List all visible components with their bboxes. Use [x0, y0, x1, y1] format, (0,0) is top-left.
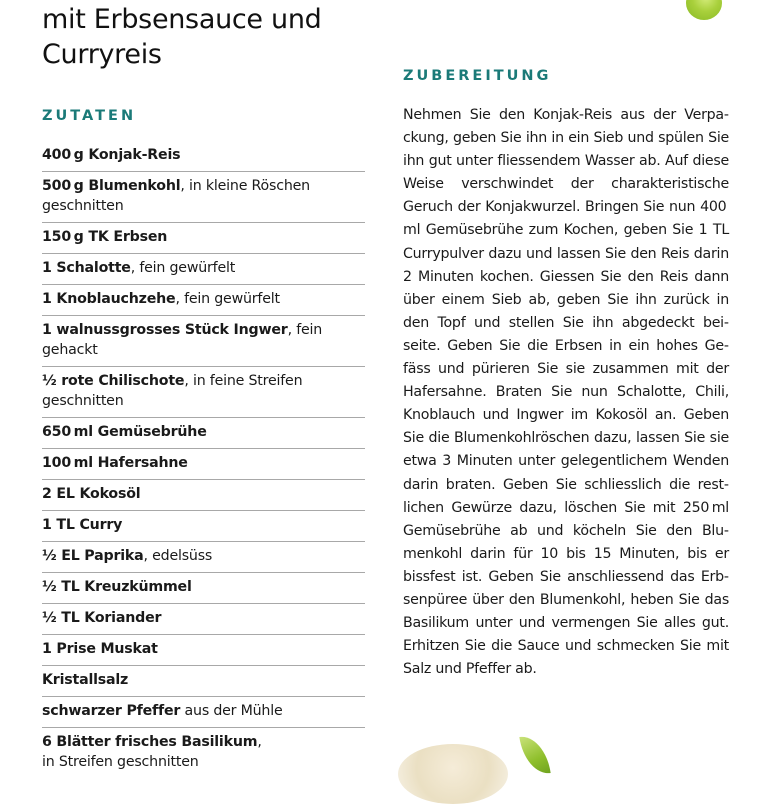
ingredient-item — [42, 635, 365, 666]
ingredient-item — [42, 316, 365, 367]
basil-leaf-image — [519, 733, 550, 776]
ingredient-quantity-name: 1 TL Curry — [42, 517, 123, 533]
ingredient-quantity-name: 1 Knoblauchzehe — [42, 291, 176, 307]
ingredient-item — [42, 223, 365, 254]
ingredient-preparation: , fein gehackt — [42, 322, 323, 358]
ingredient-item — [42, 573, 365, 604]
ingredient-preparation: , fein gewürfelt — [175, 291, 280, 307]
ingredient-preparation: , in kleine Röschen geschnitten — [42, 178, 310, 214]
pea-image — [686, 0, 722, 20]
recipe-title-line-1: mit Erbsensauce und — [42, 4, 322, 35]
ingredient-quantity-name: ½ TL Koriander — [42, 610, 162, 626]
recipe-title — [42, 2, 382, 72]
ingredient-preparation: , in feine Streifen geschnitten — [42, 373, 303, 409]
ingredient-item — [42, 697, 365, 728]
ingredient-quantity-name: ½ rote Chilischote — [42, 373, 185, 389]
ingredient-item — [42, 728, 365, 778]
cauliflower-image — [398, 744, 508, 804]
ingredient-item — [42, 542, 365, 573]
ingredient-quantity-name: 1 Schalotte — [42, 260, 131, 276]
ingredient-quantity-name: 400 g Konjak-Reis — [42, 147, 181, 163]
ingredient-quantity-name: 1 walnussgrosses Stück Ingwer — [42, 322, 288, 338]
instructions-text: Nehmen Sie den Konjak-Reis aus der Verpackung, geben Sie ihn in ein Sieb und spülen Sie ihn gut unter fliessendem Wasser ab. Auf diese Weise verschwindet der charakteristische Geruch der Konjakwurzel. Bringen Sie nun 400 ml Gemüsebrühe zum Kochen, geben Sie 1 TL Currypulver dazu und lassen Sie den Reis darin 2 Minuten kochen. Giessen Sie den Reis dann über einem Sieb ab, geben Sie ihn zurück in den Topf und stellen Sie ihn abgedeckt beiseite. Geben Sie die Erbsen in ein hohes Gefäss und pürieren Sie sie zusammen mit der Hafersahne. Braten Sie nun Schalotte, Chili, Knoblauch und Ingwer im Kokosöl an. Geben Sie die Blumenkohlröschen dazu, lassen Sie sie etwa 3 Minuten unter gelegentlichem Wenden darin braten. Geben Sie schliesslich die restlichen Gewürze dazu, löschen Sie mit 250 ml Gemüsebrühe ab und köcheln Sie den Blumenkohl darin für 10 bis 15 Minuten, bis er bissfest ist. Geben Sie anschliessend das Erbsenpüree über den Blumenkohl, heben Sie das Basilikum unter und vermengen Sie alles gut. Erhitzen Sie die Sauce und schmecken Sie mit Salz und Pfeffer ab. — [403, 107, 729, 678]
ingredient-item — [42, 511, 365, 542]
ingredient-item — [42, 604, 365, 635]
ingredient-preparation: , edelsüss — [143, 548, 213, 564]
ingredient-quantity-name: 1 Prise Muskat — [42, 641, 158, 657]
ingredient-item — [42, 172, 365, 223]
recipe-title-line-2: Curryreis — [42, 39, 162, 70]
ingredient-item — [42, 141, 365, 172]
ingredient-quantity-name: ½ EL Paprika — [42, 548, 144, 564]
ingredient-quantity-name: 650 ml Gemüsebrühe — [42, 424, 207, 440]
ingredient-quantity-name: 6 Blätter frisches Basilikum — [42, 734, 258, 750]
ingredient-preparation: , fein gewürfelt — [130, 260, 236, 276]
ingredient-item — [42, 367, 365, 418]
ingredient-quantity-name: Kristallsalz — [42, 672, 129, 688]
ingredient-quantity-name: 150 g TK Erbsen — [42, 229, 168, 245]
ingredient-item — [42, 449, 365, 480]
instructions-heading: ZUBEREITUNG — [403, 68, 552, 84]
ingredient-item — [42, 480, 365, 511]
ingredient-preparation: aus der Mühle — [180, 703, 283, 719]
ingredients-heading: ZUTATEN — [42, 108, 137, 124]
ingredients-list — [42, 141, 365, 778]
ingredient-item — [42, 666, 365, 697]
ingredient-preparation: , in Streifen geschnitten — [42, 734, 262, 770]
ingredient-item — [42, 254, 365, 285]
ingredient-quantity-name: 100 ml Hafersahne — [42, 455, 188, 471]
ingredient-quantity-name: schwarzer Pfeffer — [42, 703, 181, 719]
ingredient-quantity-name: 2 EL Kokosöl — [42, 486, 141, 502]
ingredient-item — [42, 418, 365, 449]
ingredient-item — [42, 285, 365, 316]
ingredient-quantity-name: ½ TL Kreuzkümmel — [42, 579, 192, 595]
ingredient-quantity-name: 500 g Blumenkohl — [42, 178, 181, 194]
